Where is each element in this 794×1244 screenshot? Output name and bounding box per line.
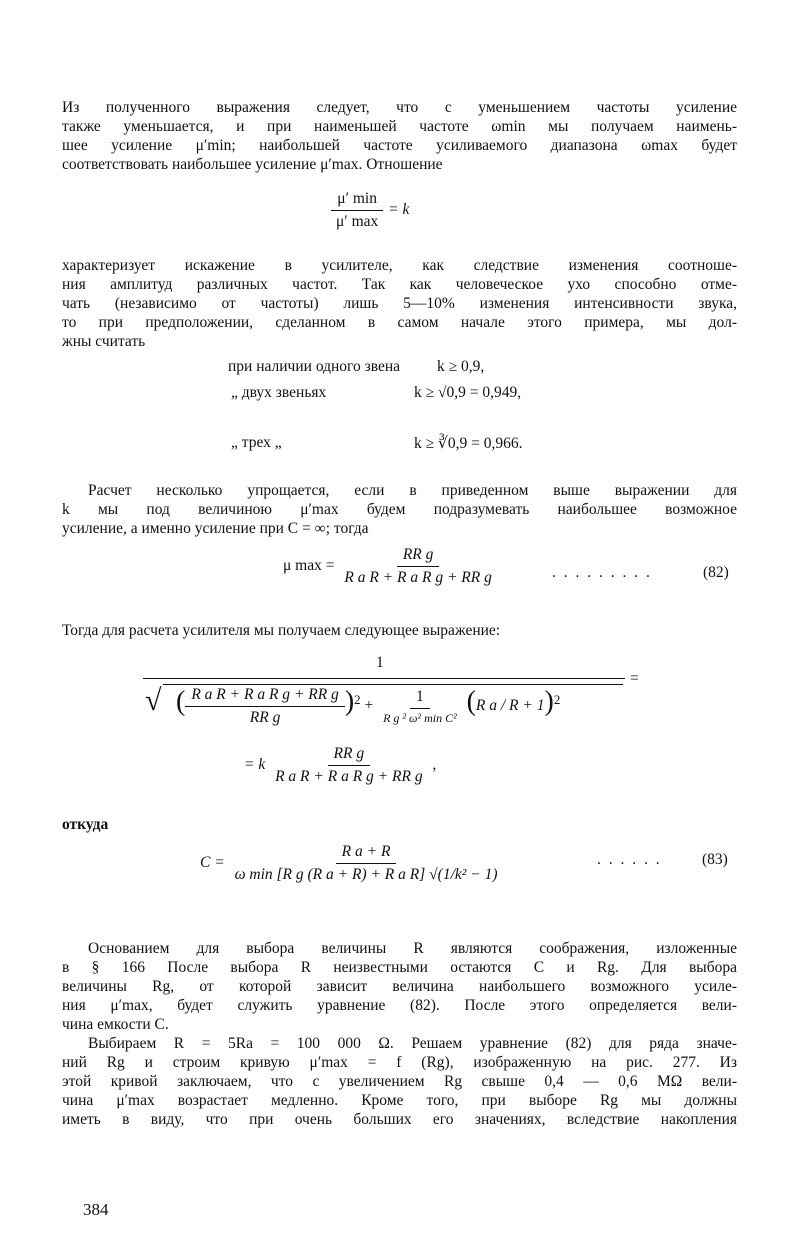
term3: R a / R + 1 xyxy=(475,697,545,715)
text-line: чать (независимо от частоты) лишь 5—10% изменения интенсивности звука, xyxy=(62,295,737,312)
text-line: шее усиление μ′min; наибольшей частоте усиливаемого диапазона ωmax будет xyxy=(62,137,737,154)
bigeq-equals: = xyxy=(630,670,639,687)
text-line: Тогда для расчета усилителя мы получаем следующее выражение: xyxy=(62,622,501,639)
text-line: Основанием для выбора величины R являются соображения, изложенные xyxy=(88,940,737,957)
text-line: в § 166 После выбора R неизвестными остаются C и Rg. Для выбора xyxy=(62,959,737,976)
comma: , xyxy=(432,756,437,774)
term2-den: R g ² ω² min C² xyxy=(383,710,457,725)
eq82-denominator: R a R + R a R g + RR g xyxy=(344,569,492,586)
text-line: также уменьшается, и при наименьшей частоте ωmin мы получаем наимень- xyxy=(62,118,737,135)
eq83-lhs: C = xyxy=(200,854,225,872)
text-line: усиление, а именно усиление при C = ∞; тогда xyxy=(62,520,369,537)
text-line: то при предположении, сделанном в самом начале этого примера, мы дол- xyxy=(62,314,737,331)
condition-expr: k ≥ ∛0,9 = 0,966. xyxy=(414,435,523,452)
condition-expr: k ≥ √0,9 = 0,949, xyxy=(414,384,522,401)
eq82-number: (82) xyxy=(703,564,729,581)
plus: + xyxy=(364,697,374,715)
text-line: ний Rg и строим кривую μ′max = f (Rg), изображенную на рис. 277. Из xyxy=(62,1054,737,1071)
equation-82 xyxy=(283,546,498,587)
text-line: Выбираем R = 5Ra = 100 000 Ω. Решаем уравнение (82) для ряда значе- xyxy=(88,1035,737,1052)
eq83-numerator: R a + R xyxy=(336,843,397,864)
page-number: 384 xyxy=(83,1200,109,1219)
equation-83 xyxy=(200,843,504,884)
text-line: чина емкости C. xyxy=(62,1016,169,1033)
text-line: чина μ′max возрастает медленно. Кроме того, при выборе Rg мы должны xyxy=(62,1092,737,1109)
eq83-denominator: ω min [R g (R a + R) + R a R] √(1/k² − 1) xyxy=(234,866,498,883)
whence-label: откуда xyxy=(62,816,109,833)
ratio-formula xyxy=(330,190,409,231)
ratio-denominator: μ′ max xyxy=(336,213,379,230)
term1-num: R a R + R a R g + RR g xyxy=(185,686,344,707)
eq82-dots: . . . . . . . . . xyxy=(552,564,652,581)
ratio-numerator: μ′ min xyxy=(331,190,383,211)
text-line: Из полученного выражения следует, что с уменьшением частоты усиление xyxy=(62,99,737,116)
eq82-lhs: μ max = xyxy=(283,557,335,575)
ratio-rhs: = k xyxy=(388,201,410,219)
text-line: характеризует искажение в усилителе, как следствие изменения соотноше- xyxy=(62,257,737,274)
line2-k: = k xyxy=(244,756,266,774)
term1-den: RR g xyxy=(249,709,281,726)
line2-num: RR g xyxy=(328,745,371,766)
text-line: Расчет несколько упрощается, если в приведенном выше выражении для xyxy=(88,482,737,499)
sqrt-sign: √ xyxy=(145,684,162,717)
text-line: иметь в виду, что при очень больших его значениях, вследствие накопления xyxy=(62,1111,737,1128)
eq83-dots: . . . . . . xyxy=(597,851,662,868)
eq83-number: (83) xyxy=(702,851,728,868)
line2-den: R a R + R a R g + RR g xyxy=(275,768,423,785)
text-line: величины Rg, от которой зависит величина наибольшего возможного усиле- xyxy=(62,978,737,995)
term2-num: 1 xyxy=(410,688,430,709)
condition-label: при наличии одного звена xyxy=(228,358,401,375)
condition-label: „ трех „ xyxy=(231,434,282,451)
condition-label: „ двух звеньях xyxy=(231,384,327,401)
condition-expr: k ≥ 0,9, xyxy=(437,358,485,375)
text-line: соответствовать наибольшее усиление μ′max. Отношение xyxy=(62,156,443,173)
text-line: k мы под величиною μ′max будем подразумевать наибольшее возможное xyxy=(62,501,737,518)
bigeq-one: 1 xyxy=(376,654,384,671)
text-line: ния μ′max, будет служить уравнение (82). После этого определяется вели- xyxy=(62,997,737,1014)
text-line: ния амплитуд различных частот. Так как человеческое ухо способно отме- xyxy=(62,276,737,293)
text-line: этой кривой заключаем, что с увеличением Rg свыше 0,4 — 0,6 MΩ вели- xyxy=(62,1073,737,1090)
bigeq-term1: ( $\frac{\text{R a R + R a R g + RR g}}{\text{RR g}}$ )$^2$ + $\frac{1}{\text{R g ² ω² min C²}}$ (R a / R + 1)$^2$ xyxy=(176,686,561,726)
text-line: жны считать xyxy=(62,333,146,350)
sqrt-bar xyxy=(163,684,623,685)
eq82-numerator: RR g xyxy=(397,546,440,567)
bigeq-line2 xyxy=(244,745,436,786)
fraction-bar xyxy=(143,678,625,679)
